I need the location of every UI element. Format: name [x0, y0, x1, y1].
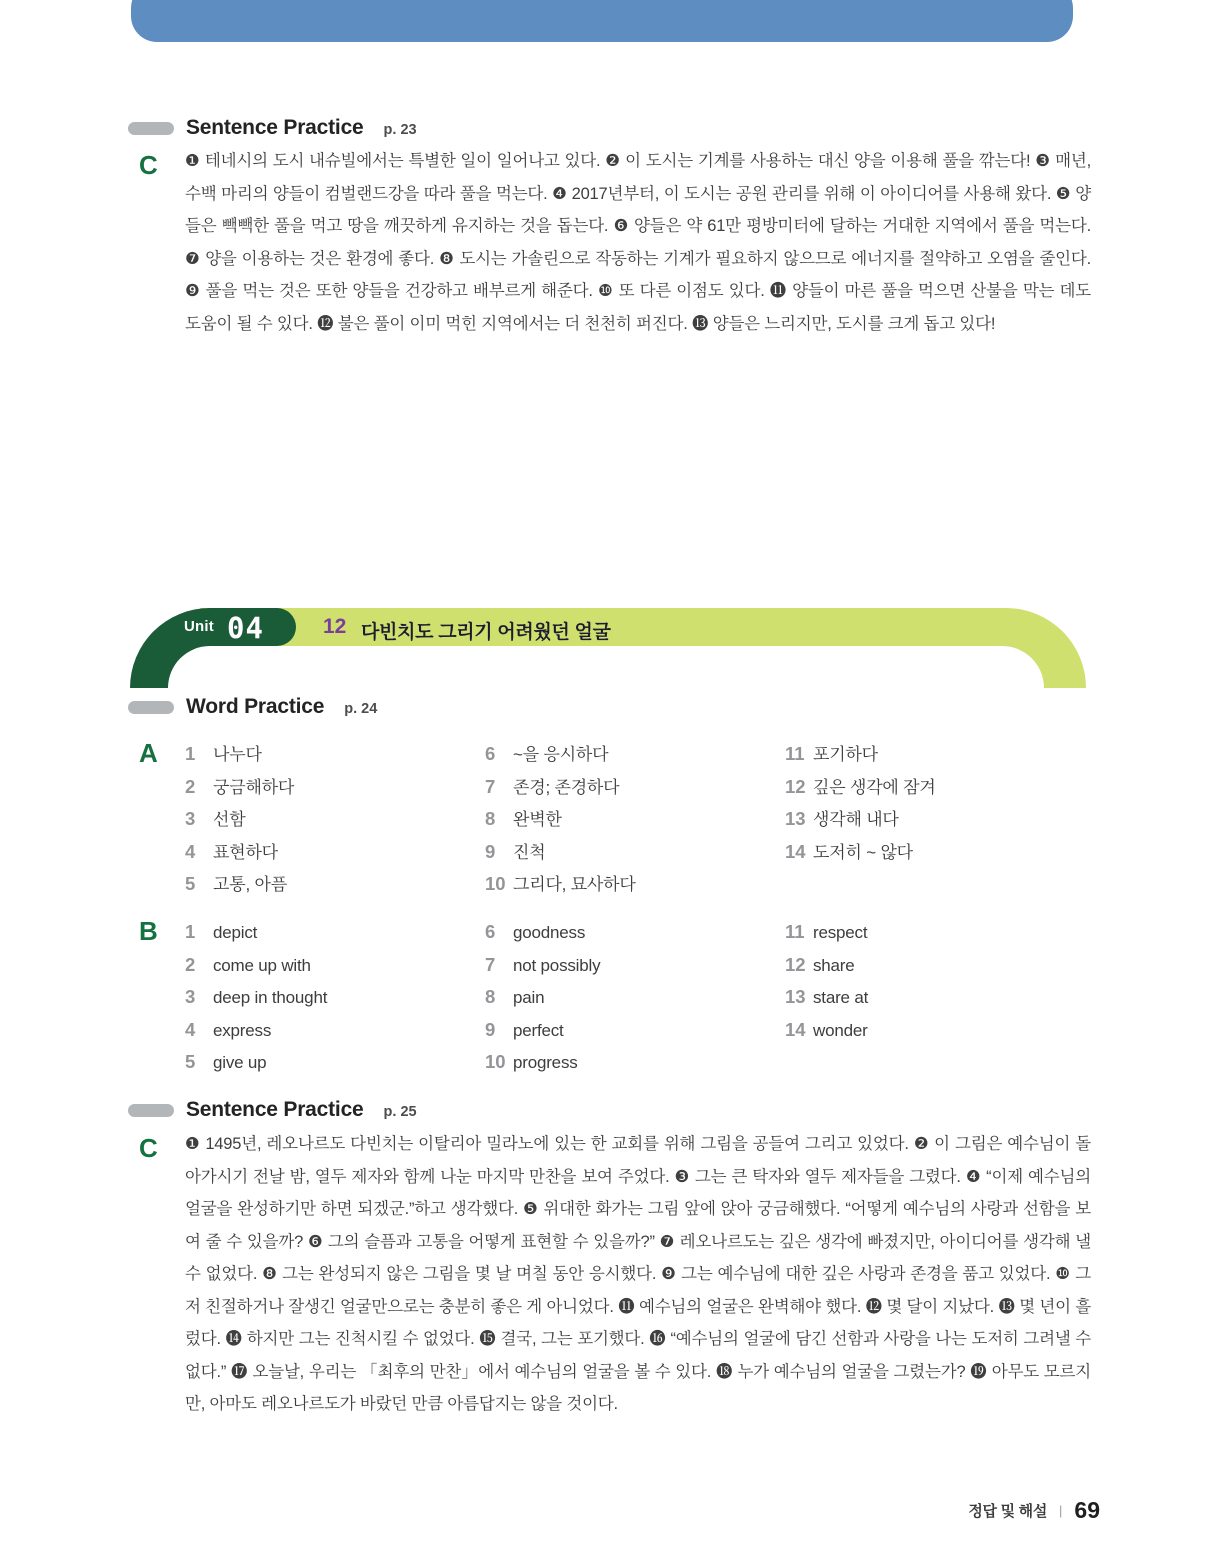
- word-item: [785, 738, 1085, 771]
- word-item-number: 2: [185, 775, 196, 797]
- word-item-text: goodness: [513, 923, 586, 942]
- page-reference: p. 24: [344, 700, 378, 717]
- sentence-practice-2-heading: [128, 1098, 417, 1122]
- word-item-number: 12: [785, 953, 806, 975]
- word-item-text: share: [813, 955, 855, 975]
- word-item-text: depict: [213, 923, 258, 942]
- word-list-b-col2: [485, 916, 765, 1079]
- word-item: [485, 981, 765, 1014]
- word-item: [185, 868, 465, 901]
- page-footer: [968, 1497, 1100, 1524]
- word-item-number: 6: [485, 921, 496, 942]
- word-list-a-col2: [485, 738, 765, 901]
- word-item: [785, 981, 1085, 1014]
- word-item: [185, 836, 465, 869]
- word-item: [485, 836, 765, 869]
- word-item-number: 9: [485, 840, 496, 862]
- word-item-number: 8: [485, 808, 496, 829]
- word-item: [485, 738, 765, 771]
- word-item: [485, 1046, 765, 1079]
- part-label-c: C: [139, 150, 158, 180]
- word-item-text: pain: [513, 988, 545, 1007]
- word-item-number: 5: [185, 1051, 196, 1072]
- word-item-number: 1: [185, 921, 196, 942]
- word-item-number: 13: [785, 808, 806, 829]
- word-item-number: 3: [185, 986, 196, 1007]
- word-item: [485, 1014, 765, 1047]
- word-item-text: give up: [213, 1053, 267, 1072]
- word-item-text: 완벽한: [513, 810, 562, 829]
- word-practice-heading: [128, 695, 377, 719]
- word-item-number: 10: [485, 873, 506, 894]
- word-item: [485, 949, 765, 982]
- word-item-text: perfect: [513, 1020, 564, 1040]
- section-title: Sentence Practice: [186, 1098, 364, 1121]
- word-item-number: 4: [185, 1018, 196, 1040]
- word-item: [185, 1046, 465, 1079]
- word-item-text: express: [213, 1020, 272, 1040]
- word-item-number: 8: [485, 986, 496, 1007]
- word-item: [185, 1014, 465, 1047]
- word-item: [785, 803, 1085, 836]
- word-item-number: 5: [185, 873, 196, 894]
- word-item-number: 1: [185, 743, 196, 764]
- sentence-practice-1-heading: [128, 116, 417, 140]
- word-list-b-col3: [785, 916, 1085, 1046]
- word-item-text: 그리다, 묘사하다: [513, 875, 636, 894]
- word-item-number: 9: [485, 1018, 496, 1040]
- sentence-practice-1-paragraph: ❶ 테네시의 도시 내슈빌에서는 특별한 일이 일어나고 있다. ❷ 이 도시는 기계를 사용하는 대신 양을 이용해 풀을 깎는다! ❸ 매년, 수백 마리의 양들이 컴벌랜드강을 따라 풀을 먹는다. ❹ 2017년부터, 이 도시는 공원 관리를 위해 이 아이디어를 사용해 왔다. ❺ 양들은 빽빽한 풀을 먹고 땅을 깨끗하게 유지하는 것을 돕는다. ❻ 양들은 약 61만 평방미터에 달하는 거대한 지역에서 풀을 먹는다. ❼ 양을 이용하는 것은 환경에 좋다. ❽ 도시는 가솔린으로 작동하는 기계가 필요하지 않으므로 에너지를 절약하고 오염을 줄인다. ❾ 풀을 먹는 것은 또한 양들을 건강하고 배부르게 해준다. ❿ 또 다른 이점도 있다. ⓫ 양들이 마른 풀을 먹으면 산불을 막는 데도 도움이 될 수 있다. ⓬ 불은 풀이 이미 먹힌 지역에서는 더 천천히 퍼진다. ⓭ 양들은 느리지만, 도시를 크게 돕고 있다!: [185, 152, 1091, 333]
- word-item-number: 7: [485, 775, 496, 797]
- word-item-text: stare at: [813, 988, 869, 1007]
- word-list-b-col1: [185, 916, 465, 1079]
- word-item-text: progress: [513, 1053, 578, 1072]
- word-item-number: 7: [485, 953, 496, 975]
- word-item-text: deep in thought: [213, 988, 328, 1007]
- word-item: [485, 771, 765, 804]
- word-item-number: 11: [785, 743, 805, 764]
- word-item: [185, 981, 465, 1014]
- heading-pill: [128, 701, 174, 714]
- unit-banner: [130, 608, 1086, 689]
- word-item-number: 14: [785, 840, 806, 862]
- word-item-text: 생각해 내다: [813, 810, 899, 829]
- section-title: Word Practice: [186, 695, 325, 718]
- word-item: [485, 916, 765, 949]
- word-item: [785, 1014, 1085, 1047]
- word-item: [485, 803, 765, 836]
- part-label-c: C: [139, 1133, 158, 1163]
- heading-pill: [128, 122, 174, 135]
- word-item-number: 12: [785, 775, 806, 797]
- word-item-text: ~을 응시하다: [513, 745, 609, 764]
- word-item: [485, 868, 765, 901]
- word-item-text: respect: [813, 923, 868, 942]
- page-reference: p. 25: [383, 1103, 417, 1120]
- unit-label: Unit: [184, 618, 214, 635]
- word-item-number: 10: [485, 1051, 506, 1072]
- word-item-text: 깊은 생각에 잠겨: [813, 777, 936, 797]
- word-item-number: 14: [785, 1018, 806, 1040]
- top-accent-bar: [131, 0, 1073, 42]
- word-item-text: 고통, 아픔: [213, 875, 287, 894]
- heading-pill: [128, 1104, 174, 1117]
- word-item-text: 진척: [513, 842, 546, 862]
- word-item-number: 6: [485, 743, 496, 764]
- word-item-text: wonder: [813, 1020, 868, 1040]
- word-item-text: 도저히 ~ 않다: [813, 842, 913, 862]
- word-item: [185, 738, 465, 771]
- footer-label: 정답 및 해설: [968, 1503, 1048, 1520]
- part-label-b: B: [139, 916, 158, 946]
- word-item-text: not possibly: [513, 955, 601, 975]
- lesson-title: 다빈치도 그리기 어려웠던 얼굴: [361, 622, 611, 643]
- part-label-a: A: [139, 738, 158, 768]
- word-item: [785, 949, 1085, 982]
- unit-number: 04: [227, 611, 264, 645]
- word-item-text: 선함: [213, 810, 246, 829]
- word-item-text: come up with: [213, 955, 311, 975]
- word-item-number: 2: [185, 953, 196, 975]
- word-item-number: 4: [185, 840, 196, 862]
- word-item: [185, 949, 465, 982]
- section-title: Sentence Practice: [186, 116, 364, 139]
- word-item: [185, 803, 465, 836]
- page-number: 69: [1074, 1497, 1100, 1523]
- word-item-number: 11: [785, 921, 805, 942]
- word-item-text: 궁금해하다: [213, 777, 295, 797]
- word-item-text: 표현하다: [213, 842, 278, 862]
- word-item: [185, 916, 465, 949]
- word-item-text: 포기하다: [813, 745, 878, 764]
- word-item: [185, 771, 465, 804]
- footer-separator: |: [1059, 1503, 1063, 1518]
- word-item: [785, 916, 1085, 949]
- sentence-practice-2-paragraph: ❶ 1495년, 레오나르도 다빈치는 이탈리아 밀라노에 있는 한 교회를 위해 그림을 공들여 그리고 있었다. ❷ 이 그림은 예수님이 돌아가시기 전날 밤, 열두 제자와 함께 나눈 마지막 만찬을 보여 주었다. ❸ 그는 큰 탁자와 열두 제자들을 그렸다. ❹ “이제 예수님의 얼굴을 완성하기만 하면 되겠군.”하고 생각했다. ❺ 위대한 화가는 그림 앞에 앉아 궁금해했다. “어떻게 예수님의 사랑과 선함을 보여 줄 수 있을까? ❻ 그의 슬픔과 고통을 어떻게 표현할 수 있을까?” ❼ 레오나르도는 깊은 생각에 빠졌지만, 아이디어를 생각해 낼 수 없었다. ❽ 그는 완성되지 않은 그림을 몇 날 며칠 동안 응시했다. ❾ 그는 예수님에 대한 깊은 사랑과 존경을 품고 있었다. ❿ 그저 친절하거나 잘생긴 얼굴만으로는 충분히 좋은 게 아니었다. ⓫ 예수님의 얼굴은 완벽해야 했다. ⓬ 몇 달이 지났다. ⓭ 몇 년이 흘렀다. ⓮ 하지만 그는 진척시킬 수 없었다. ⓯ 결국, 그는 포기했다. ⓰ “예수님의 얼굴에 담긴 선함과 사랑을 나는 도저히 그려낼 수 없다.” ⓱ 오늘날, 우리는 「최후의 만찬」에서 예수님의 얼굴을 볼 수 있다. ⓲ 누가 예수님의 얼굴을 그렸는가? ⓳ 아무도 모르지만, 아마도 레오나르도가 바랐던 만큼 아름답지는 않을 것이다.: [185, 1135, 1091, 1413]
- page-reference: p. 23: [383, 121, 417, 138]
- word-list-a-col1: [185, 738, 465, 901]
- word-item-number: 13: [785, 986, 806, 1007]
- word-item-number: 3: [185, 808, 196, 829]
- word-list-a-col3: [785, 738, 1085, 868]
- lesson-number: 12: [323, 615, 347, 638]
- word-item-text: 존경; 존경하다: [513, 777, 620, 797]
- word-item: [785, 771, 1085, 804]
- word-item-text: 나누다: [213, 745, 262, 764]
- word-item: [785, 836, 1085, 869]
